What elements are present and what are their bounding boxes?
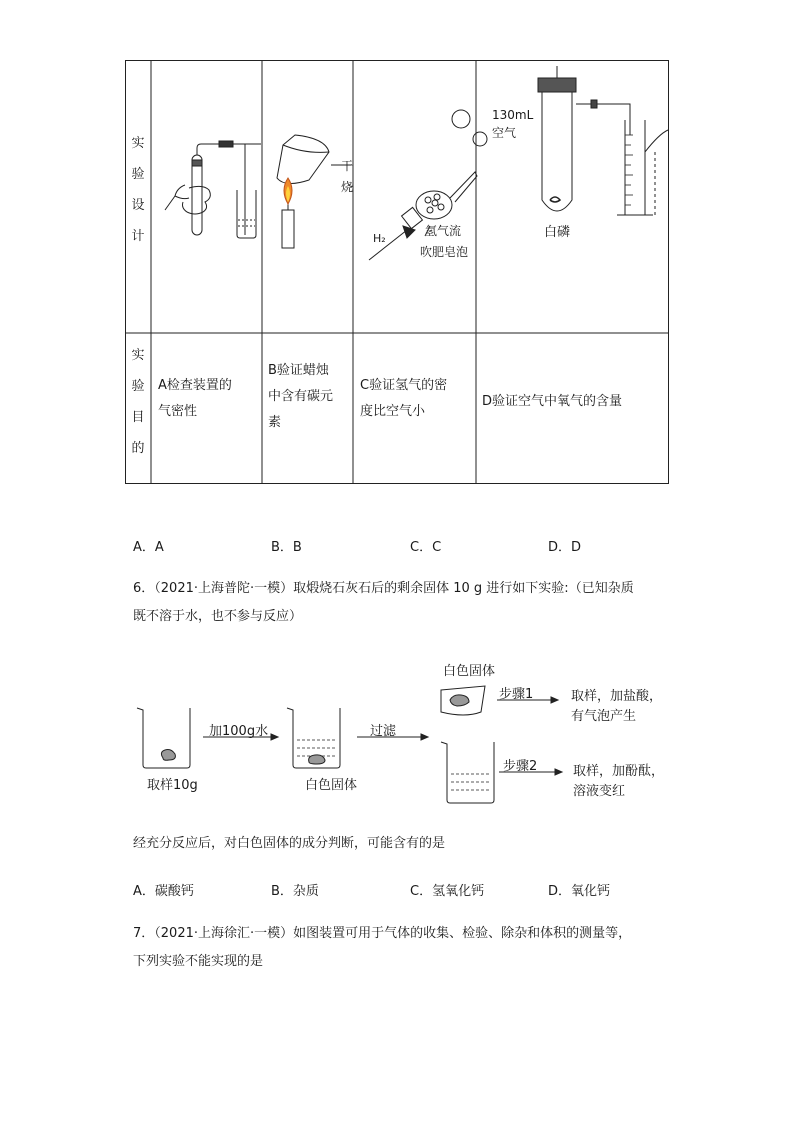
purpose-a: A检查装置的 气密性 [158,378,232,419]
q6-flow-diagram [125,650,685,810]
purpose-d: D验证空气中氧气的含量 [482,394,623,409]
purpose-b: B验证蜡烛 中含有碳元 素 [268,363,334,430]
purpose-c: C验证氢气的密 度比空气小 [360,378,448,419]
q6-option-d[interactable]: D．氧化钙 [548,884,611,899]
q7-stem: 7．（2021·上海徐汇·一模）如图装置可用于气体的收集、检验、除杂和体积的测量等， 下列实验不能实现的是 [133,926,632,969]
q6-option-c[interactable]: C．氢氧化钙 [410,884,485,899]
figure-b-candle [277,135,354,248]
air-label: 空气 [492,126,517,140]
figure-d-oxygen-content [538,66,668,215]
q6-followup: 经充分反应后，对白色固体的成分判断，可能含有的是 [133,836,446,851]
volume-label: 130mL [492,108,534,122]
figure-a-airtight-check [165,141,261,238]
q6-options [0,880,794,900]
q5-option-b[interactable]: B．B [271,540,302,555]
step2-label: 步骤2 [503,759,538,774]
result2-line2: 溶液变红 [573,784,626,799]
soap-bubble-label: 吹肥皂泡 [420,245,469,259]
result1-line2: 有气泡产生 [571,709,637,724]
white-solid-label-mid: 白色固体 [305,778,358,793]
design-row-header: 实 验 设 计 [131,136,145,244]
result2-line1: 取样，加酚酞， [573,764,665,779]
q6-option-b[interactable]: B．杂质 [271,884,319,899]
add-water-label: 加100g水 [209,724,269,739]
beaker-label: 烧 [341,180,354,194]
step1-label: 步骤1 [499,687,534,702]
q5-option-d[interactable]: D．D [548,540,582,555]
q5-options [0,536,794,556]
q5-option-c[interactable]: C．C [410,540,442,555]
q6-stem: 6．（2021·上海普陀·一模）取煅烧石灰石后的剩余固体 10 g 进行如下实验:（已知杂质 既不溶于水，也不参与反应） [133,581,634,624]
white-solid-label-top: 白色固体 [443,664,496,679]
result1-line1: 取样，加盐酸， [571,689,663,704]
q6-option-a[interactable]: A．碳酸钙 [133,884,194,899]
filter-label: 过滤 [370,724,397,739]
hydrogen-flow-label: 氢气流 [425,224,462,238]
white-phosphorus-label: 白磷 [544,225,571,240]
h2-label: H₂ [373,232,386,245]
q5-option-a[interactable]: A．A [133,540,164,555]
dry-label: 干 [341,159,354,173]
sample-label: 取样10g [147,778,198,793]
experiment-table [125,60,669,484]
purpose-row-header: 实 验 目 的 [131,348,145,456]
